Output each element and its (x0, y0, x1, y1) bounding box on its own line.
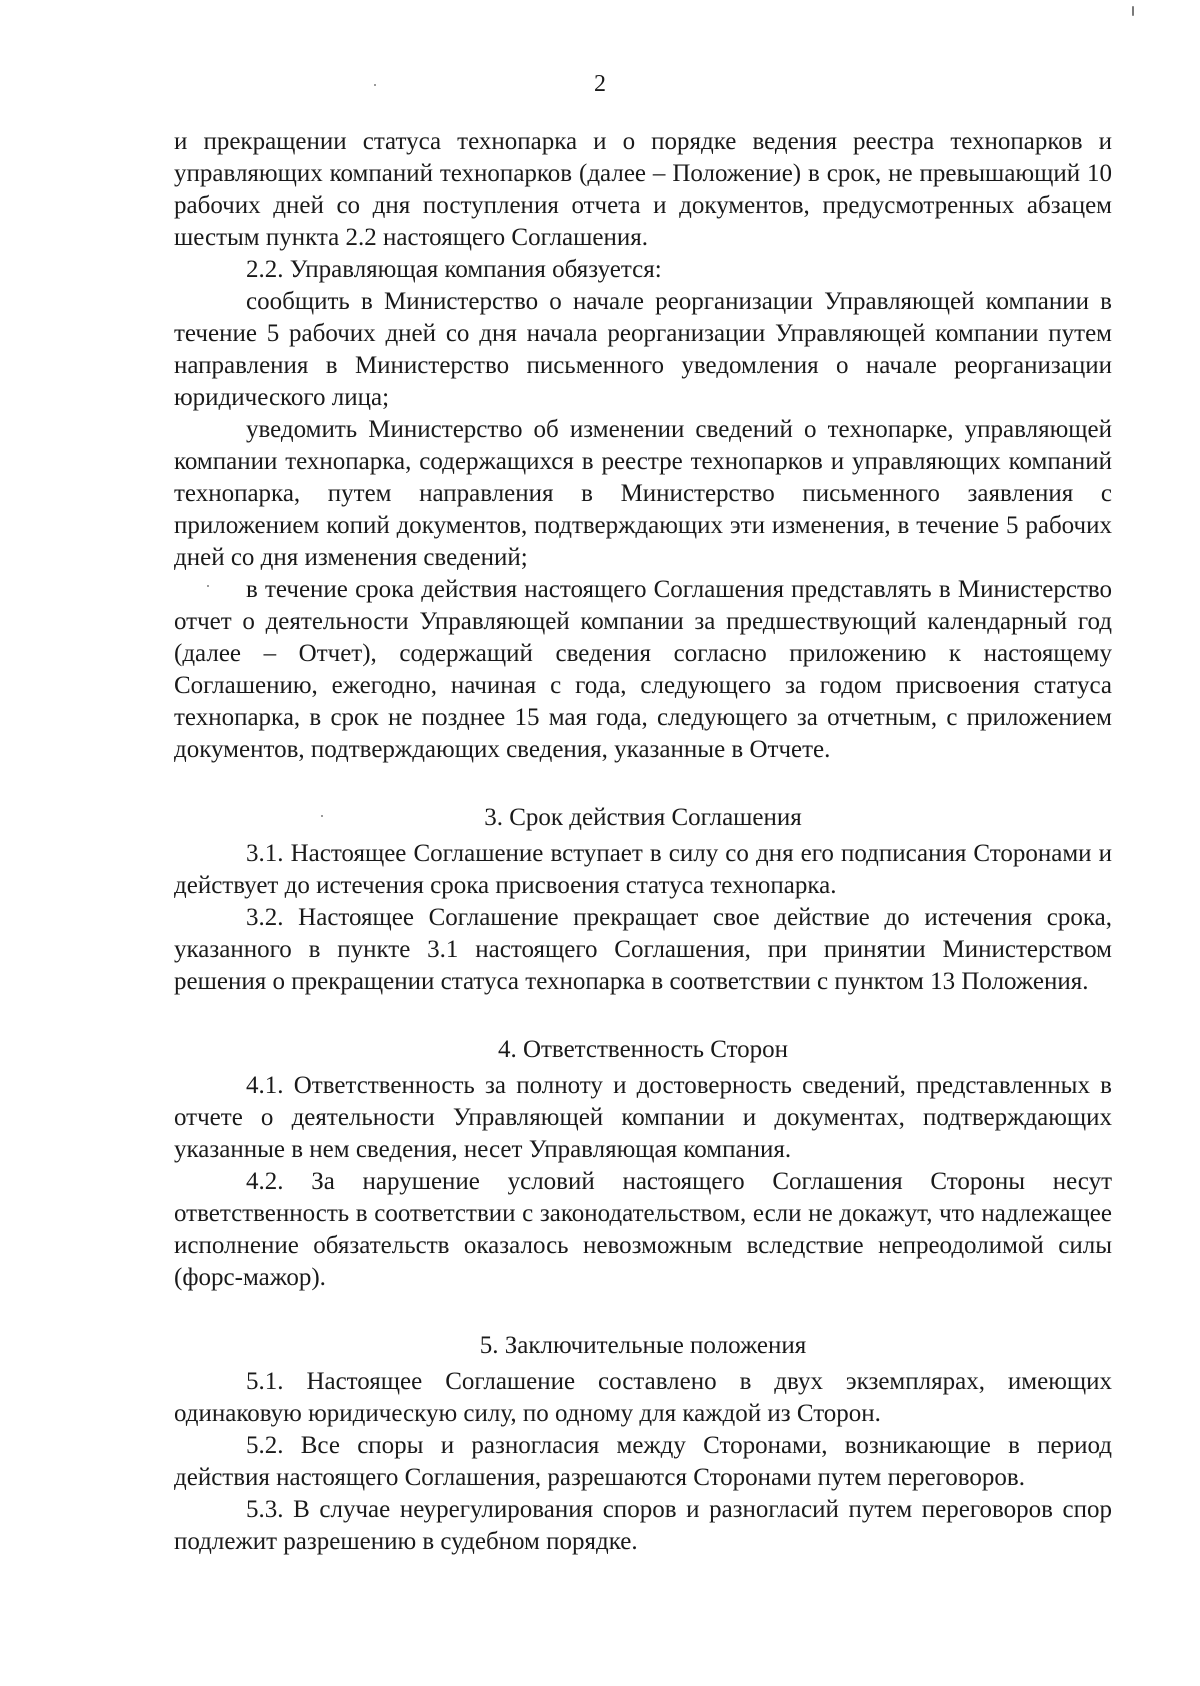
clause-paragraph: 5.1. Настоящее Соглашение составлено в двух экземплярах, имеющих одинаковую юридическую силу, по одному для каждой из Сторон. (174, 1368, 1112, 1427)
section-title-3: 3. Срок действия Соглашения (484, 804, 802, 831)
page-number: 2 (594, 71, 606, 97)
section-title-4: 4. Ответственность Сторон (497, 1036, 789, 1063)
clause-2-2-heading: 2.2. Управляющая компания обязуется: (246, 256, 662, 283)
document-body (174, 126, 1112, 1558)
continuation-paragraph: и прекращении статуса технопарка и о порядке ведения реестра технопарков и управляющих компаний технопарков (далее – Положение) в срок, не превышающий 10 рабочих дней со дня поступления отчета и документов, предусмотренных абзацем шестым пункта 2.2 настоящего Соглашения. (174, 128, 1112, 251)
obligation-paragraph: в течение срока действия настоящего Соглашения представлять в Министерство отчет о деятельности Управляющей компании за предшествующий календарный год (далее – Отчет), содержащий сведения согласно приложению к настоящему Соглашению, ежегодно, начиная с года, следующего за годом присвоения статуса технопарка, в срок не позднее 15 мая года, следующего за отчетным, с приложением документов, подтверждающих сведения, указанные в Отчете. (174, 576, 1112, 763)
scan-speck (374, 84, 376, 86)
clause-paragraph: 3.2. Настоящее Соглашение прекращает свое действие до истечения срока, указанного в пункте 3.1 настоящего Соглашения, при принятии Министерством решения о прекращении статуса технопарка в соответствии с пунктом 13 Положения. (174, 904, 1112, 995)
clause-paragraph: 5.2. Все споры и разногласия между Сторонами, возникающие в период действия настоящего Соглашения, разрешаются Сторонами путем переговоров. (174, 1432, 1112, 1491)
scan-speck (321, 815, 323, 817)
clause-paragraph: 4.1. Ответственность за полноту и достоверность сведений, представленных в отчете о деятельности Управляющей компании и документах, подтверждающих указанные в нем сведения, несет Управляющая компания. (174, 1072, 1112, 1163)
scan-speck (207, 585, 209, 587)
obligation-paragraph: сообщить в Министерство о начале реорганизации Управляющей компании в течение 5 рабочих дней со дня начала реорганизации Управляющей компании путем направления в Министерство письменного уведомления о начале реорганизации юридического лица; (174, 288, 1112, 411)
clause-paragraph: 5.3. В случае неурегулирования споров и разногласий путем переговоров спор подлежит разрешению в судебном порядке. (174, 1496, 1112, 1555)
clause-paragraph: 4.2. За нарушение условий настоящего Соглашения Стороны несут ответственность в соответствии с законодательством, если не докажут, что надлежащее исполнение обязательств оказалось невозможным вследствие непреодолимой силы (форс-мажор). (174, 1168, 1112, 1291)
obligation-paragraph: уведомить Министерство об изменении сведений о технопарке, управляющей компании технопарка, содержащихся в реестре технопарков и управляющих компаний технопарка, путем направления в Министерство письменного заявления с приложением копий документов, подтверждающих эти изменения, в течение 5 рабочих дней со дня изменения сведений; (174, 416, 1112, 571)
section-title-5: 5. Заключительные положения (479, 1332, 807, 1359)
scan-speck (1132, 6, 1134, 16)
clause-paragraph: 3.1. Настоящее Соглашение вступает в силу со дня его подписания Сторонами и действует до истечения срока присвоения статуса технопарка. (174, 840, 1112, 899)
